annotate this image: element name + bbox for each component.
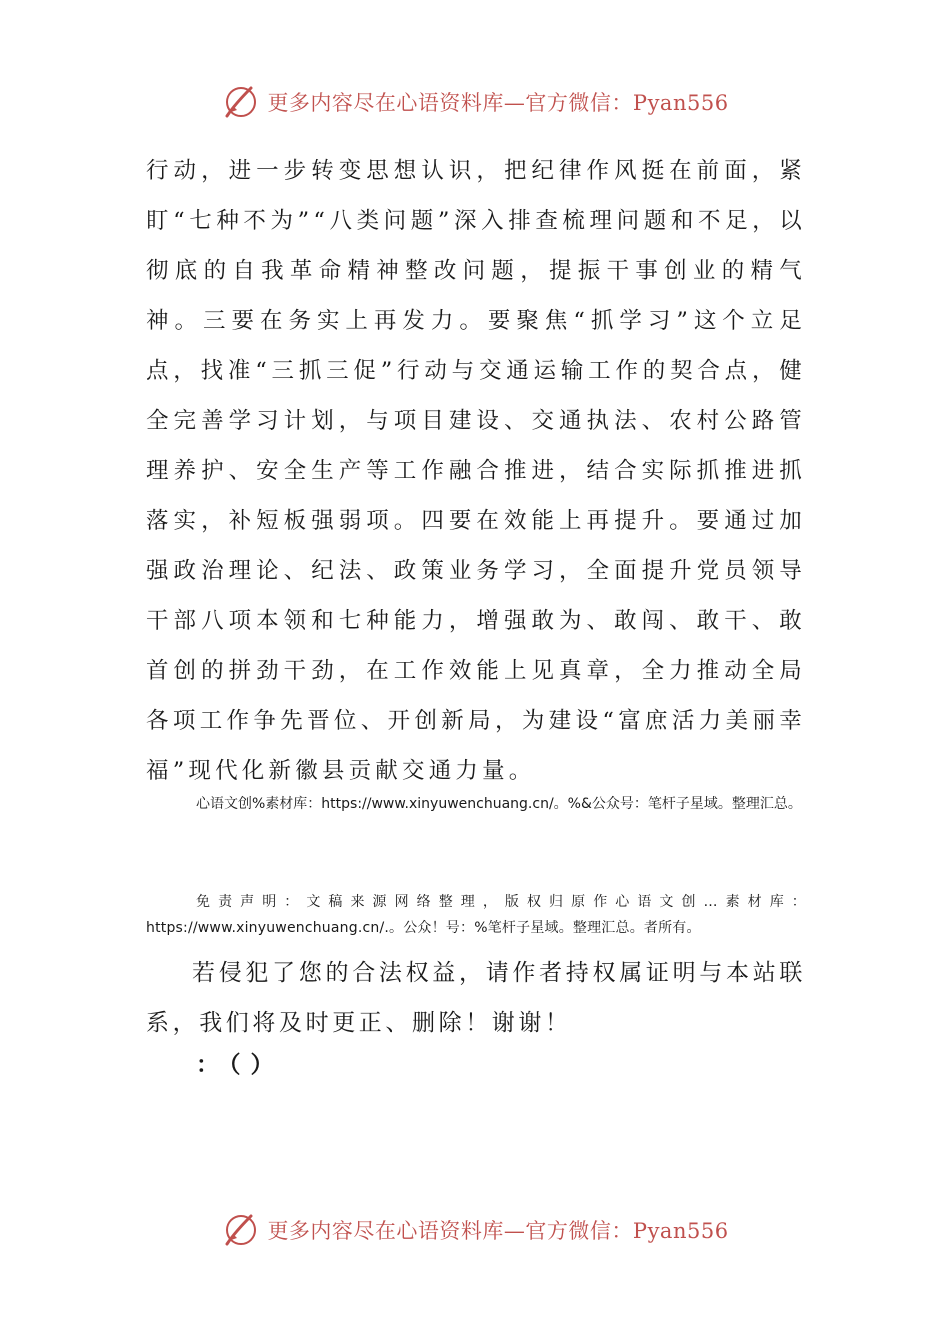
header-banner-text: 更多内容尽在心语资料库—官方微信：Pyan556 — [267, 91, 729, 115]
source-note: 心语文创%素材库：https://www.xinyuwenchuang.cn/。%&公众号：笔杆子星域。整理汇总。 — [196, 796, 802, 812]
disclaimer: 免责声明：文稿来源网络整理，版权归原作心语文创…素材库：https://www.xinyuwenchuang.cn/.。公众！号：%笔杆子星域。整理汇总。者所有。 — [146, 894, 806, 936]
footer-banner — [0, 1208, 950, 1252]
infringement-notice: 若侵犯了您的合法权益，请作者持权属证明与本站联系，我们将及时更正、删除！谢谢！ — [146, 960, 806, 1036]
pen-logo-icon — [221, 82, 261, 122]
footer-banner-text: 更多内容尽在心语资料库—官方微信：Pyan556 — [267, 1219, 729, 1243]
header-banner — [0, 80, 950, 124]
body-paragraph: 行动，进一步转变思想认识，把纪律作风挺在前面，紧盯“七种不为”“八类问题”深入排查梳理问题和不足，以彻底的自我革命精神整改问题，提振干事创业的精气神。三要在务实上再发力。要聚焦“抓学习”这个立足点，找准“三抓三促”行动与交通运输工作的契合点，健全完善学习计划，与项目建设、交通执法、农村公路管理养护、安全生产等工作融合推进，结合实际抓推进抓落实，补短板强弱项。四要在效能上再提升。要通过加强政治理论、纪法、政策业务学习，全面提升党员领导干部八项本领和七种能力，增强敢为、敢闯、敢干、敢首创的拼劲干劲，在工作效能上见真章，全力推动全局各项工作争先晋位、开创新局，为建设“富庶活力美丽幸福”现代化新徽县贡献交通力量。 — [146, 158, 806, 784]
contact-line: ：（） — [196, 1052, 284, 1078]
pen-logo-icon — [221, 1210, 261, 1250]
